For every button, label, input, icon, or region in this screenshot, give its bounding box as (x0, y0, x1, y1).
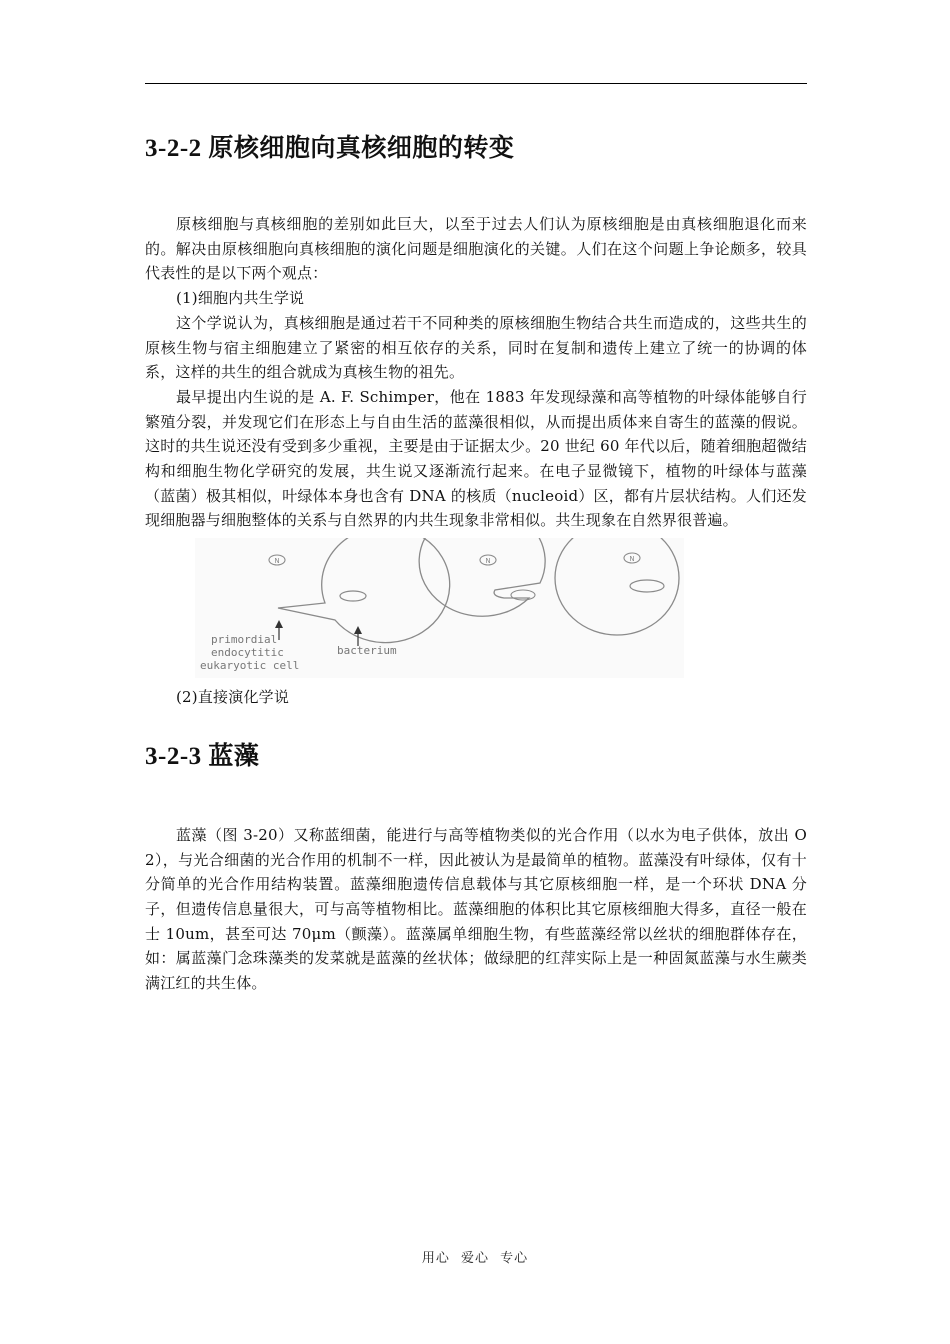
bacterium-shape (340, 591, 366, 601)
endosymbiont (630, 580, 664, 592)
subheading-direct-evolution: (2)直接演化学说 (176, 688, 290, 707)
endosymbiosis-paragraph: 这个学说认为，真核细胞是通过若干不同种类的原核细胞生物结合共生而造成的，这些共生的原核生物与宿主细胞建立了紧密的相互依存的关系，同时在复制和遗传上建立了统一的协调的体系，这样的共生的组合就成为真核生物的祖先。 (145, 313, 807, 382)
section-body (145, 212, 807, 533)
eukaryotic-cell-outline (555, 538, 679, 635)
label-endocytitic: endocytitic (211, 646, 284, 660)
cyanobacteria-paragraph: 蓝藻（图 3-20）又称蓝细菌，能进行与高等植物类似的光合作用（以水为电子供体，放出 O 2），与光合细菌的光合作用的机制不一样，因此被认为是最简单的植物。蓝藻没有叶绿体，仅有十分简单的光合作用结构装置。蓝藻细胞遗传信息载体与其它原核细胞一样，是一个环状 DNA 分子，但遗传信息量很大，可与高等植物相比。蓝藻细胞的体积比其它原核细胞大得多，直径一般在士 10um，甚至可达 70μm（颤藻）。蓝藻属单细胞生物，有些蓝藻经常以丝状的细胞群体存在，如：属蓝藻门念珠藻类的发菜就是蓝藻的丝状体；做绿肥的红萍实际上是一种固氮蓝藻与水生蕨类满江红的共生体。 (145, 825, 807, 993)
label-eukaryotic-cell: eukaryotic cell (200, 659, 300, 673)
intro-paragraph: 原核细胞与真核细胞的差别如此巨大，以至于过去人们认为原核细胞是由真核细胞退化而来的。解决由原核细胞向真核细胞的演化问题是细胞演化的关键。人们在这个问题上争论颇多，较具代表性的是以下两个观点： (145, 215, 807, 283)
label-primordial: primordial (211, 633, 278, 647)
arrow-bacterium-head (354, 626, 362, 634)
nucleus-label-3: N (629, 555, 635, 564)
header-rule (145, 83, 807, 84)
subheading-endosymbiosis: (1)细胞内共生学说 (176, 289, 305, 308)
primordial-cell-outline (278, 538, 450, 643)
schimper-paragraph: 最早提出内生说的是 A. F. Schimper，他在 1883 年发现绿藻和高等植物的叶绿体能够自行繁殖分裂，并发现它们在形态上与自由生活的蓝藻很相似，从而提出质体来自寄生的蓝藻的假说。这时的共生说还没有受到多少重视，主要是由于证据太少。20 世纪 60 年代以后，随着细胞超微结构和细胞生物化学研究的发展，共生说又逐渐流行起来。在电子显微镜下，植物的叶绿体与蓝藻（蓝菌）极其相似，叶绿体本身也含有 DNA 的核质（nucleoid）区，都有片层状结构。人们还发现细胞器与细胞整体的关系与自然界的内共生现象非常相似。共生现象在自然界很普遍。 (145, 387, 807, 530)
section-title-cyanobacteria: 3-2-3 蓝藻 (145, 742, 260, 770)
endosymbiosis-figure (195, 538, 684, 678)
engulfing-cell-outline (419, 538, 545, 616)
section-title-prokaryote-to-eukaryote: 3-2-2 原核细胞向真核细胞的转变 (145, 135, 515, 162)
nucleus-label-2: N (485, 557, 491, 566)
arrow-cell-head (275, 620, 283, 628)
page-footer: 用心 爱心 专心 (421, 1251, 529, 1266)
nucleus-label-1: N (274, 557, 280, 566)
page-content (145, 128, 807, 996)
label-bacterium: bacterium (337, 644, 397, 658)
section2-body (145, 823, 807, 996)
endosymbiosis-diagram (195, 538, 684, 678)
